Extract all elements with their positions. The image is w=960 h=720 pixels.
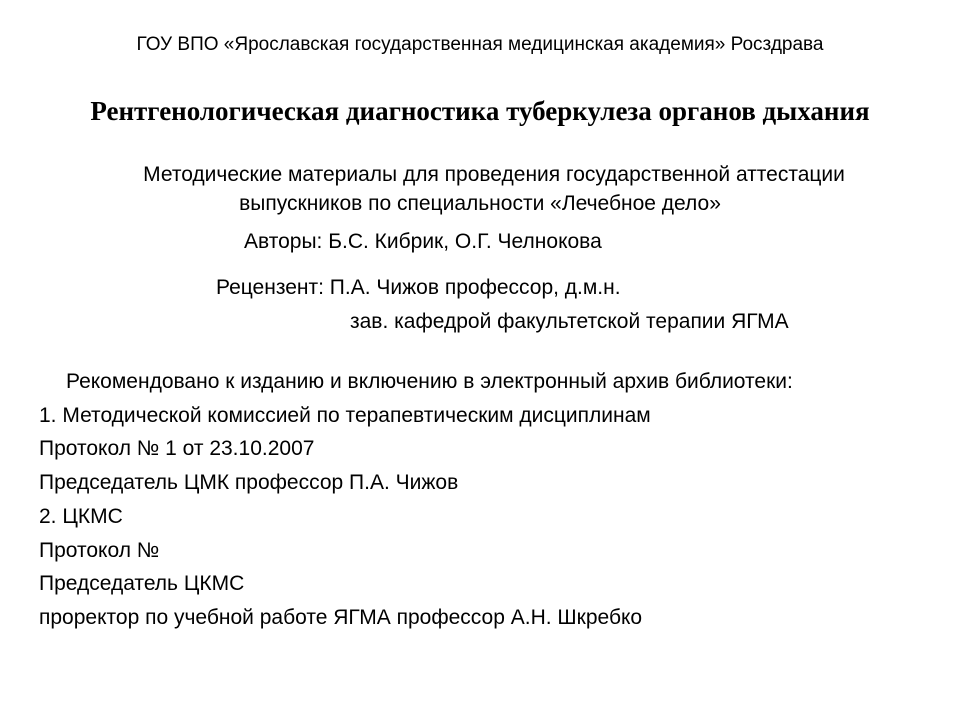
institution-header: ГОУ ВПО «Ярославская государственная медицинская академия» Росздрава <box>136 34 824 55</box>
list-item: Протокол № 1 от 23.10.2007 <box>39 437 315 460</box>
reviewer-line: Рецензент: П.А. Чижов профессор, д.м.н. <box>216 276 621 299</box>
subtitle-line-2: выпускников по специальности «Лечебное дело» <box>239 192 721 215</box>
recommendation-heading: Рекомендовано к изданию и включению в электронный архив библиотеки: <box>66 370 793 393</box>
subtitle-line-1: Методические материалы для проведения государственной аттестации <box>143 163 845 186</box>
reviewer-position: зав. кафедрой факультетской терапии ЯГМА <box>350 310 789 333</box>
list-item: 2. ЦКМС <box>39 505 123 528</box>
document-title: Рентгенологическая диагностика туберкулеза органов дыхания <box>90 96 870 126</box>
list-item: Председатель ЦМК профессор П.А. Чижов <box>39 471 459 494</box>
list-item: Протокол № <box>39 539 160 562</box>
list-item: Председатель ЦКМС <box>39 572 245 595</box>
authors-line: Авторы: Б.С. Кибрик, О.Г. Челнокова <box>244 230 602 253</box>
list-item: 1. Методической комиссией по терапевтическим дисциплинам <box>39 404 651 427</box>
list-item: проректор по учебной работе ЯГМА профессор А.Н. Шкребко <box>39 606 643 629</box>
